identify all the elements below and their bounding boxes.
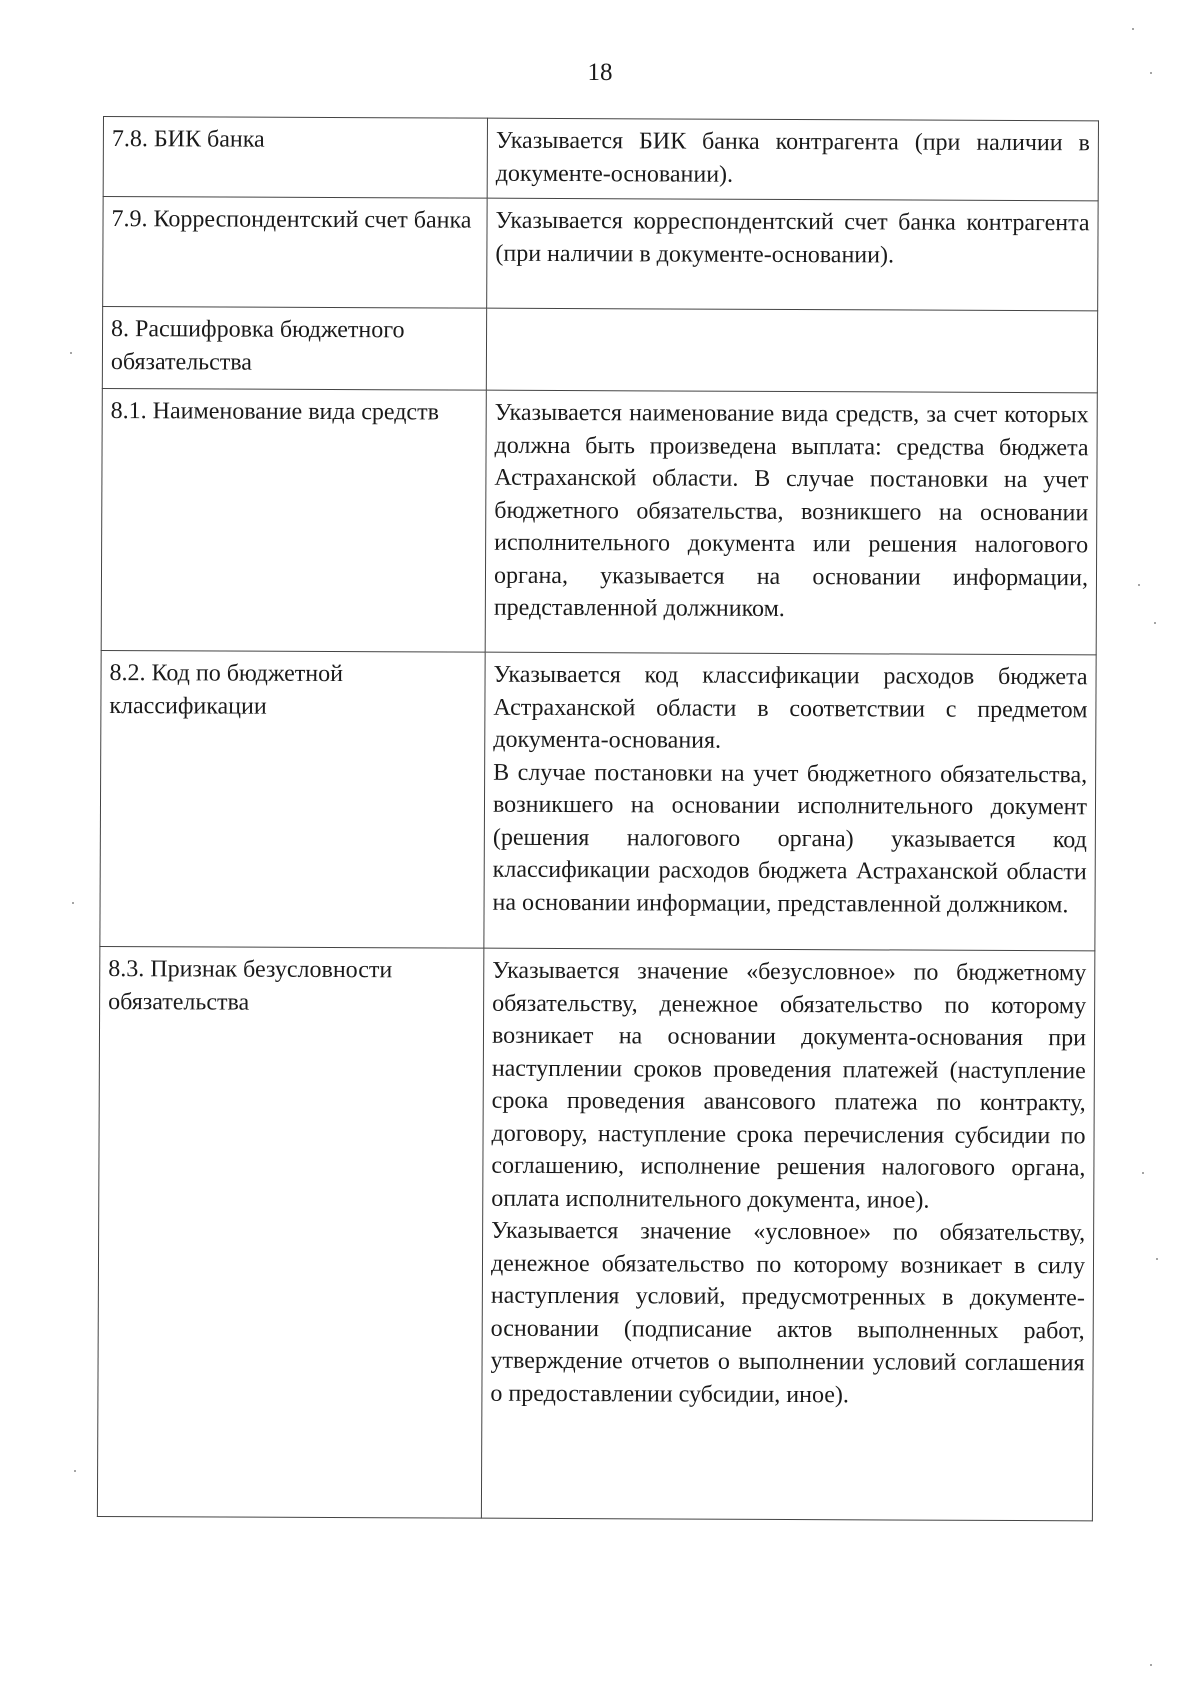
field-name-cell: 7.9. Корреспондентский счет банка — [103, 197, 487, 309]
field-name-cell: 7.8. БИК банка — [103, 117, 487, 199]
table-row — [100, 650, 1096, 950]
description-paragraph: Указывается корреспондентский счет банка контрагента (при наличии в документе-основании). — [495, 207, 1090, 268]
description-cell — [487, 198, 1098, 311]
field-name-cell: 8.2. Код по бюджетной классификации — [100, 650, 485, 948]
description-cell — [487, 118, 1098, 201]
table-row — [103, 197, 1098, 311]
description-cell — [481, 948, 1094, 1521]
scan-speck — [1142, 1172, 1144, 1174]
scan-speck — [1154, 622, 1156, 624]
description-paragraph: Указывается значение «условное» по обязательству, денежное обязательство по которому возникает в силу наступления условий, предусмотренных в документе-основании (подписание актов выполненных работ, утверждение отчетов о выполнении условий соглашения о предоставлении субсидии, иное). — [490, 1217, 1086, 1408]
description-cell — [486, 308, 1097, 393]
scan-speck — [74, 1470, 76, 1472]
description-paragraph: Указывается значение «безусловное» по бюджетному обязательству, денежное обязательство по которому возникает на основании документа-основания при наступлении сроков проведения платежей (наступление срока проведения авансового платежа по контракту, договору, наступление срока перечисления субсидии по соглашению, исполнение решения налогового органа, оплата исполнительного документа, иное). — [491, 957, 1087, 1214]
table-row — [101, 388, 1097, 654]
scan-speck — [1150, 72, 1152, 74]
description-paragraph: Указывается код классификации расходов бюджета Астраханской области в соответствии с предметом документа-основания. — [493, 661, 1088, 754]
table-row — [102, 307, 1097, 393]
scan-speck — [1138, 584, 1140, 586]
field-name-cell: 8. Расшифровка бюджетного обязательства — [102, 307, 486, 391]
description-paragraph: Указывается БИК банка контрагента (при наличии в документе-основании). — [495, 127, 1090, 188]
requisites-table — [97, 116, 1099, 1521]
scan-speck — [1150, 1664, 1152, 1666]
table-row — [97, 946, 1094, 1520]
scan-speck — [72, 902, 74, 904]
table-row — [103, 117, 1098, 201]
description-cell — [484, 652, 1096, 951]
field-name-cell: 8.1. Наименование вида средств — [101, 388, 486, 652]
page-number: 18 — [587, 59, 613, 86]
scan-speck — [70, 352, 72, 354]
description-cell — [485, 390, 1097, 655]
field-name-cell: 8.3. Признак безусловности обязательства — [97, 946, 483, 1518]
scan-speck — [1156, 1258, 1158, 1260]
description-paragraph: Указывается наименование вида средств, за счет которых должна быть произведена выплата: средства бюджета Астраханской области. В случае постановки на учет бюджетного обязательства, возникшего на основании исполнительного документа или решения налогового органа, указывается на основании информации, представленной должником. — [493, 399, 1089, 622]
description-paragraph: В случае постановки на учет бюджетного обязательства, возникшего на основании исполнительного документ (решения налогового органа) указывается код классификации расходов бюджета Астраханской области на основании информации, представленной должником. — [492, 759, 1088, 918]
scan-speck — [1132, 28, 1134, 30]
